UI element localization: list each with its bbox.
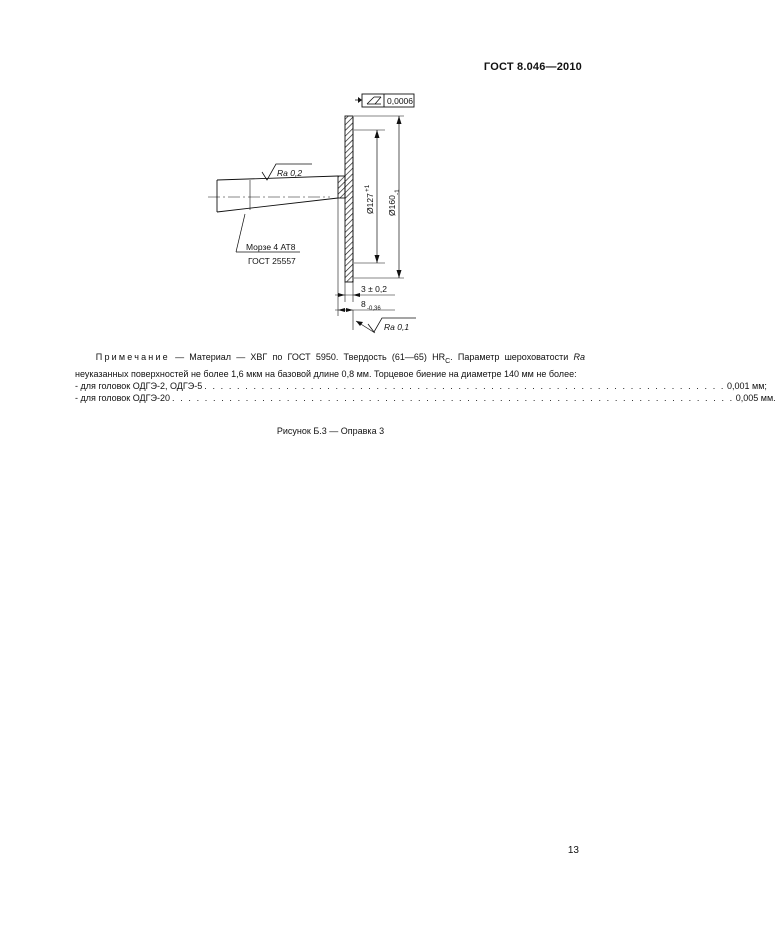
note-paragraph: Примечание — Материал — ХВГ по ГОСТ 5950. Твердость (61—65) $HR_C$. Параметр шероховатости Ra неуказанных поверхностей не более 1,6 мкм на базовой длине 0,8 мм. Торцевое биение на диаметре 140 мм не более: bbox=[75, 352, 585, 379]
document-code: ГОСТ 8.046—2010 bbox=[483, 61, 582, 73]
hub-section bbox=[338, 176, 345, 198]
dimension-d160 bbox=[354, 116, 404, 278]
disk-face bbox=[345, 116, 353, 282]
taper-label bbox=[236, 214, 300, 266]
taper-shank bbox=[208, 176, 338, 212]
svg-text:Морзе 4 АТ8: Морзе 4 АТ8 bbox=[246, 242, 296, 252]
svg-text:ГОСТ 25557: ГОСТ 25557 bbox=[248, 256, 296, 266]
svg-text:+1: +1 bbox=[364, 184, 371, 192]
dimension-length bbox=[335, 198, 395, 316]
note-item: - для головок ОДГЭ-20 . . . . . . . . . . . . . . . . . . . . . . . . . . . . . . . . . . . . . . . . . . . . . . . . . . . . . . . . . . . . . . . . . . . . . 0,005 мм. bbox=[75, 393, 776, 404]
roughness-shank-symbol bbox=[262, 164, 312, 180]
note-prefix: Примечание bbox=[95, 352, 170, 362]
svg-text:8: 8 bbox=[361, 299, 366, 309]
runout-tolerance-value: 0,0006 bbox=[387, 96, 413, 106]
svg-text:Ø160: Ø160 bbox=[387, 195, 397, 216]
page-number: 13 bbox=[567, 845, 579, 856]
roughness-face-symbol bbox=[353, 310, 416, 333]
svg-text:-1: -1 bbox=[394, 189, 401, 195]
svg-text:-0,36: -0,36 bbox=[367, 306, 381, 312]
figure-caption: Рисунок Б.3 — Оправка 3 bbox=[276, 426, 385, 436]
note-item: - для головок ОДГЭ-2, ОДГЭ-5 . . . . . . . . . . . . . . . . . . . . . . . . . . . . . . . . . . . . . . . . . . . . . . . . . . . . . . . . . . . . . . . . 0,001 мм; bbox=[75, 381, 767, 392]
dimension-d127 bbox=[354, 130, 385, 263]
svg-text:Ra 0,2: Ra 0,2 bbox=[277, 168, 303, 178]
note-block bbox=[75, 351, 776, 405]
runout-tolerance-frame bbox=[355, 94, 414, 107]
svg-text:3 ± 0,2: 3 ± 0,2 bbox=[361, 284, 387, 294]
svg-text:Ra 0,1: Ra 0,1 bbox=[384, 322, 410, 332]
technical-drawing bbox=[0, 0, 661, 345]
svg-text:Ø127: Ø127 bbox=[365, 193, 375, 214]
